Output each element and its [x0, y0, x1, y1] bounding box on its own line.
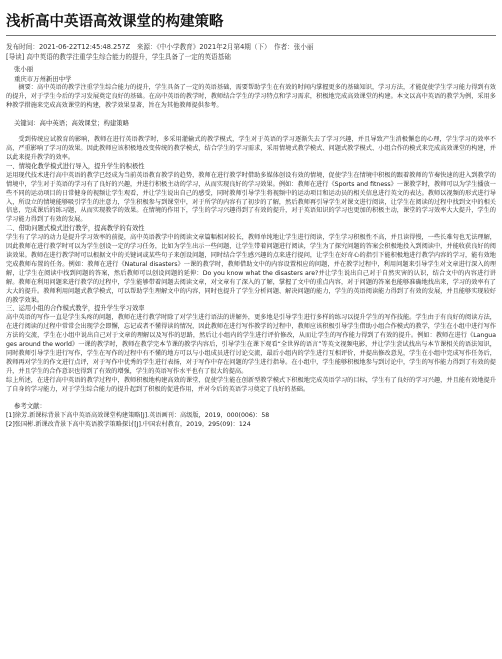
article-lead: [导读] 高中英语的教学注重学生综合能力的提升，学生具备了一定的英语基础 [6, 53, 231, 61]
title-divider [6, 35, 496, 36]
author-name: 张小丽 [14, 65, 34, 73]
body-paragraph: 受到传统应试教育的影响，教师在进行英语教学时，多采用灌输式的教学模式，学生对于英语的学习逐渐失去了学习兴趣，并且导致产生消极懈怠的心理，学生学习的效率不高，严重影响了学习的效果。因此教师应该积极地改变传统的教学模式，结合学生的学习需求，采用情境式教学模式、问题式教学模式、小组合作的模式来完成高效课堂的构建，并以此来提升教学的效率。 [6, 136, 496, 162]
body-paragraph: 高中英语的写作一直是学生头疼的问题，教师在进行教学时除了对学生进行语法的讲解外，更多地是引导学生进行多样的练习以提升学生的写作技能。学生由于有良好的阅读方法，在进行阅读的过程中常常会出现学会即懈，忘记或者不懂得读的情况，因此教师在进行写作教学的过程中，教师应该积极引导学生借助小组合作模式的教学，学生在小组中进行写作方法的交流，学生在小组中说出自己对于文章的理解以及写作的思路，然后让小组内的学生进行评价修改，从而让学生的写作能力得到了有效的提升。例如：教师在进行《Languages around the world》一课的教学时，教师在教学完本节课的教学内容后，引导学生在课下观看“全世界的语言”等英文视频电影，并让学生尝试找出与本节课相关的语法知识，同时教师引导学生进行写作，学生在写作的过程中有不懂的地方可以与小组成员进行讨论交流，最后小组内的学生进行互相评价，并提出修改意见，学生在小组中完成写作任务后，教师再对学生的作文进行点评，对于写作中优秀的学生进行表扬，对于写作中存在问题的学生进行指导。在小组中，学生能够积极地参与到讨论中，学生的写作能力得到了有效的提升，并且学生的合作意识也得到了有效的增强，学生的英语写作水平也有了很大的提高。 [6, 314, 496, 375]
section-heading: 一、情境化教学模式进行导入，提升学生的积极性 [6, 162, 145, 170]
publication-meta: 发布时间：2021-06-22T12:45:48.257Z 来源：《中小学教育》2021年2月第4期（下） 作者：张小丽 [6, 43, 314, 51]
body-paragraph: 综上所述，在进行高中英语的教学过程中，教师积极地构建高效的课堂，促使学生能在创新型教学模式下积极地完成英语学习的目标，学生有了良好的学习兴趣，并且能有效地提升了自身的学习能力，对于学生综合能力的提升起到了积极的促进作用，并对今后的英语学习奠定了良好的基础。 [6, 376, 496, 393]
body-paragraph: 运用现代技术进行高中英语的教学已经成为当前英语教育教学的趋势，教师在进行教学时借助多媒体创设有效的情境，促使学生在情境中积极的跟着教师的节奏快速的进入到教学的情境中，学生对于英语的学习有了良好的兴趣，并进行积极主动的学习，从而实现良好的学习效果。例如：教师在进行《Sports and fitness》一课教学时，教师可以为学生播放一些不同的运动项目的日常健身的视频让学生观看，并让学生说出自己的感受，同时教师引导学生将视频中的运动项目和运动员的相关信息进行英文的表达。教师以视频的形式进行导入，所设立的情境能够吸引学生的注意力，学生积极参与到课堂中，对于所学的内容有了初步的了解，然后教师再引导学生对课文进行阅读，让学生在阅读的过程中找到文中的相关信息，完成课后的练习题，从而实现教学的效果。在情境的作用下，学生的学习兴趣得到了有效的提升，对于英语知识的学习也更加的积极主动，课堂的学习效率大大提升，学生的学习能力得到了有效的发展。 [6, 171, 496, 224]
references-list [6, 411, 496, 429]
abstract: 摘要：高中英语的教学注重学生综合能力的提升，学生具备了一定的英语基础，需要帮助学生在有效的时间内掌握更多的基础知识，学习方法，才能促使学生学习能力得到有效的提升，对于学生今后的学习发展奠定良好的基础。在高中英语的教学时，教师结合学生的学习特点和学习需求，积极地完成高效课堂的构建。本文以高中英语的教学为例，采用多种教学措施来完成高效课堂的构建，教学效果显著，旨在为其他教师提供参考。 [6, 84, 496, 109]
author-affiliation: 重庆市万州新田中学 [14, 74, 72, 83]
body-paragraph: 学生有了学习的动力是提升学习效率的前提，高中英语教学中的阅读文章篇幅相对较长，教师单纯地让学生进行阅读，学生学习积极性不高，并且读得慢，一些长难句也无法理解，因此教师在进行教学时可以为学生创设一定的学习任务，比如为学生出示一些问题，让学生带着问题进行阅读，学生为了探究问题的答案会积极地投入到阅读中，并能收获良好的阅读效果。教师在进行教学时可以根据文中的关键词或某些句子来创设问题，同时结合学生感兴趣的点来进行提问，让学生在好奇心的指引下能积极地进行教学内容的学习，能有效地完成教师布置的任务。例如：教师在进行《Natural disasters》一课的教学时，教师借助文中的内容设置相应的问题，并在教学过程中，利用问题来引导学生对文章进行深入的理解，让学生在阅读中找到问题的答案，然后教师可以创设问题的延伸：Do you know what the disasters are?并让学生说出自己对于自然灾害的认识，结合文中的内容进行讲解。教师在利用问题来进行教学的过程中，学生能够带着问题去阅读文章，对文章有了深入的了解，掌握了文中的重点内容，对于问题的答案也能够准确地找出来，学习的效率有了大大的提升。教师利用问题式教学模式，可以帮助学生理解文中的内容，同时也提升了学生分析问题、解决问题的能力，学生的英语阅读能力得到了有效的发展，并且能够实现较好的教学效果。 [6, 234, 496, 304]
references-title: 参考文献： [14, 401, 46, 410]
section-heading: 二、借助问题式模式进行教学，提高教学的有效性 [6, 225, 145, 233]
section-heading: 三、运用小组的合作模式教学，提升学生学习效率 [6, 305, 145, 313]
document-page [0, 10, 502, 659]
article-body [6, 136, 496, 394]
reference-item: [2]张国彬.新课改背景下高中英语教学策略探讨[J].中国农村教育，2019，295(09)：124 [6, 420, 251, 428]
article-title: 浅析高中英语高效课堂的构建策略 [6, 14, 224, 30]
reference-item: [1]徐芳.新课标背景下高中英语高效课堂构建策略[J].英语画刊：高级版，2019，000(006)：58 [6, 411, 270, 419]
keywords: 关键词：高中英语；高效课堂；构建策略 [14, 118, 130, 127]
